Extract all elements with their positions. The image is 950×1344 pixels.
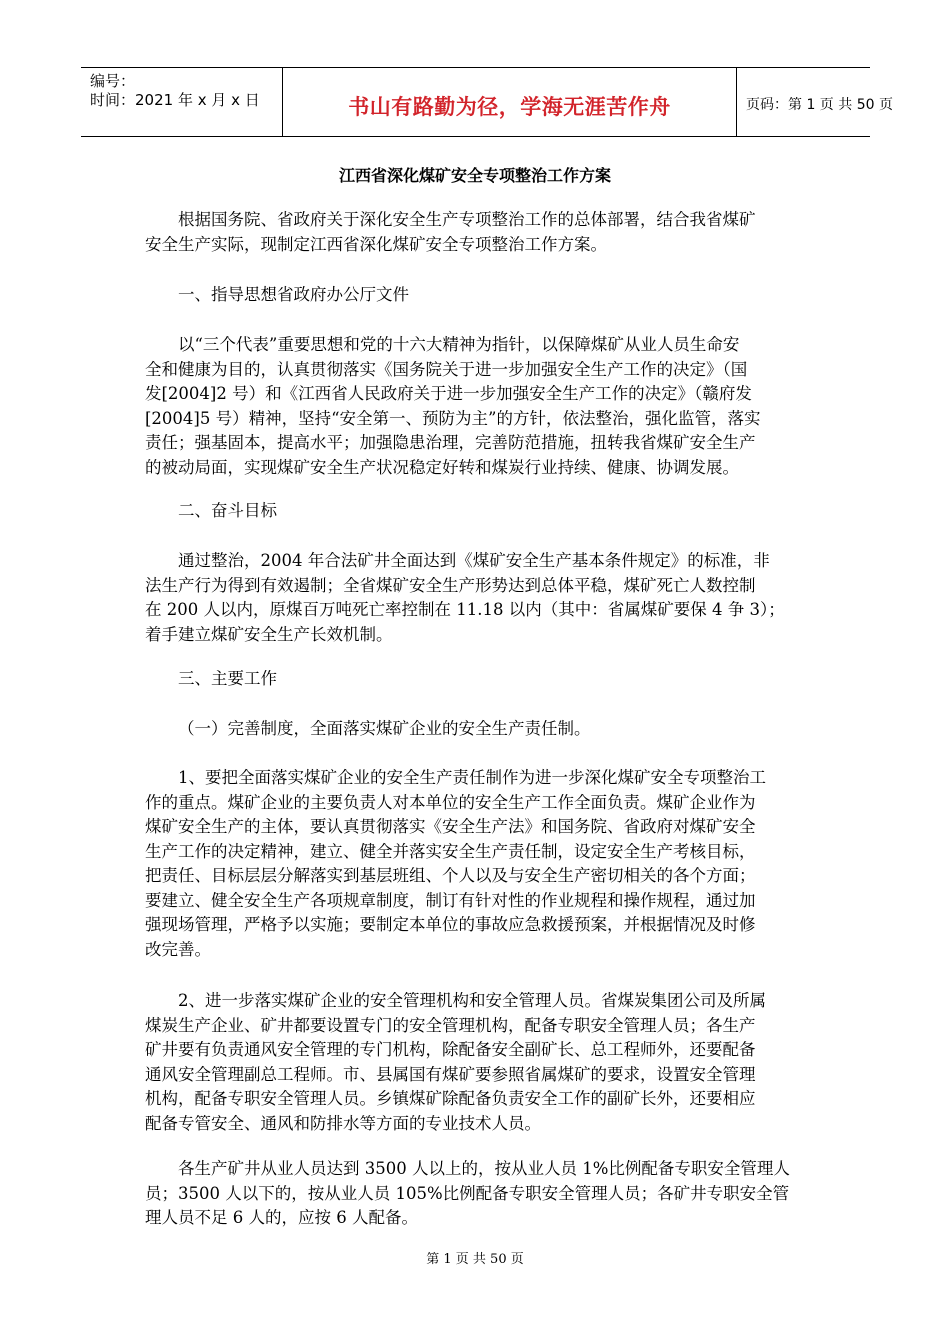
paragraph-line: 的被动局面，实现煤矿安全生产状况稳定好转和煤炭行业持续、健康、协调发展。 xyxy=(145,457,739,477)
paragraph-line: 法生产行为得到有效遏制；全省煤矿安全生产形势达到总体平稳，煤矿死亡人数控制 xyxy=(145,575,756,595)
header-page-cell xyxy=(736,68,893,136)
paragraph-line: 强现场管理，严格予以实施；要制定本单位的事故应急救援预案，并根据情况及时修 xyxy=(145,915,756,934)
paragraph-line: 机构，配备专职安全管理人员。乡镇煤矿除配备负责安全工作的副矿长外，还要相应 xyxy=(145,1089,756,1108)
paragraph xyxy=(145,766,805,962)
paragraph xyxy=(145,989,805,1136)
page-footer: 第 1 页 共 50 页 xyxy=(426,1252,524,1267)
paragraph xyxy=(145,333,805,480)
paragraph xyxy=(145,208,805,257)
header-info-cell xyxy=(81,68,281,136)
paragraph-line: （一）完善制度，全面落实煤矿企业的安全生产责任制。 xyxy=(178,719,591,738)
header-page-code: 页码：第 1 页 共 50 页 xyxy=(746,97,893,113)
paragraph-line: 理人员不足 6 人的，应按 6 人配备。 xyxy=(145,1208,418,1227)
paragraph-line: 配备专管安全、通风和防排水等方面的专业技术人员。 xyxy=(145,1113,541,1133)
paragraph-line: 改完善。 xyxy=(145,939,211,959)
header-table xyxy=(81,67,893,137)
paragraph-line: 员；3500 人以下的，按从业人员 105%比例配备专职安全管理人员；各矿井专职安全管 xyxy=(145,1183,790,1203)
header-motto-cell xyxy=(282,68,737,136)
paragraph-line: 生产工作的决定精神，建立、健全并落实安全生产责任制，设定安全生产考核目标， xyxy=(145,841,756,861)
paragraph-line: 2、进一步落实煤矿企业的安全管理机构和安全管理人员。省煤炭集团公司及所属 xyxy=(178,991,766,1010)
paragraph-line: 安全生产实际，现制定江西省深化煤矿安全专项整治工作方案。 xyxy=(145,234,607,254)
paragraph-line: 煤矿安全生产的主体，要认真贯彻落实《安全生产法》和国务院、省政府对煤矿安全 xyxy=(145,817,756,836)
paragraph-line: 各生产矿井从业人员达到 3500 人以上的，按从业人员 1%比例配备专职安全管理人 xyxy=(178,1159,790,1178)
paragraph-line: 根据国务院、省政府关于深化安全生产专项整治工作的总体部署，结合我省煤矿 xyxy=(178,210,756,229)
paragraph-line: 发[2004]2 号）和《江西省人民政府关于进一步加强安全生产工作的决定》（赣府发 xyxy=(145,384,752,403)
paragraph-line: 二、奋斗目标 xyxy=(178,501,277,520)
paragraph xyxy=(145,499,805,524)
document-time-label: 时间：2021 年 x 月 x 日 xyxy=(90,91,260,109)
paragraph-line: 在 200 人以内，原煤百万吨死亡率控制在 11.18 以内（其中：省属煤矿要保 4 争 3）； xyxy=(145,600,785,619)
paragraph xyxy=(145,717,805,742)
paragraph-line: 以“三个代表”重要思想和党的十六大精神为指针，以保障煤矿从业人员生命安 xyxy=(178,335,740,354)
paragraph-line: 一、指导思想省政府办公厅文件 xyxy=(178,285,409,304)
paragraph xyxy=(145,549,805,647)
paragraph xyxy=(145,283,805,308)
document-number-label: 编号： xyxy=(90,72,136,90)
paragraph-line: 要建立、健全安全生产各项规章制度，制订有针对性的作业规程和操作规程，通过加 xyxy=(145,890,756,910)
paragraph-line: 三、主要工作 xyxy=(178,669,277,688)
paragraph-line: 通过整治，2004 年合法矿井全面达到《煤矿安全生产基本条件规定》的标准，非 xyxy=(178,551,770,570)
paragraph-line: 矿井要有负责通风安全管理的专门机构，除配备安全副矿长、总工程师外，还要配备 xyxy=(145,1040,756,1059)
paragraph-line: 煤炭生产企业、矿井都要设置专门的安全管理机构，配备专职安全管理人员；各生产 xyxy=(145,1015,756,1035)
paragraph-line: 把责任、目标层层分解落实到基层班组、个人以及与安全生产密切相关的各个方面； xyxy=(145,866,756,885)
paragraph xyxy=(145,667,805,692)
paragraph-line: [2004]5 号）精神，坚持“安全第一、预防为主”的方针，依法整治，强化监管，落实 xyxy=(145,408,761,428)
paragraph-line: 着手建立煤矿安全生产长效机制。 xyxy=(145,624,393,644)
paragraph-line: 通风安全管理副总工程师。市、县属国有煤矿要参照省属煤矿的要求，设置安全管理 xyxy=(145,1064,756,1084)
paragraph-line: 作的重点。煤矿企业的主要负责人对本单位的安全生产工作全面负责。煤矿企业作为 xyxy=(145,792,756,812)
paragraph-line: 责任；强基固本，提高水平；加强隐患治理，完善防范措施，扭转我省煤矿安全生产 xyxy=(145,433,756,452)
paragraph-line: 1、要把全面落实煤矿企业的安全生产责任制作为进一步深化煤矿安全专项整治工 xyxy=(178,768,766,787)
document-title: 江西省深化煤矿安全专项整治工作方案 xyxy=(338,166,611,185)
paragraph-line: 全和健康为目的，认真贯彻落实《国务院关于进一步加强安全生产工作的决定》（国 xyxy=(145,359,748,379)
header-motto: 书山有路勤为径，学海无涯苦作舟 xyxy=(348,95,671,119)
paragraph xyxy=(145,1157,805,1231)
